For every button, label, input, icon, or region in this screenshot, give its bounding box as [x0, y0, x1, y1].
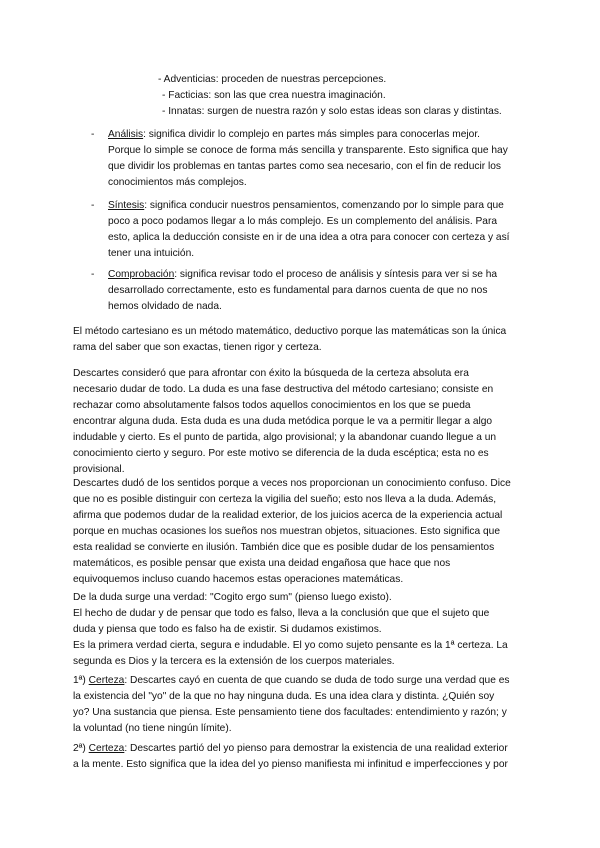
bullet-dash: -	[91, 200, 95, 211]
bullet-dash: -	[91, 269, 95, 280]
bullet-text: poco a poco podamos llegar a lo más complejo. Es un complemento del análisis. Para	[108, 216, 498, 227]
paragraph-line: que no es posible distinguir con certeza la vigilia del sueño; esto nos lleva a la duda. Además,	[73, 494, 497, 505]
paragraph-line: segunda es Dios y la tercera es la extensión de los cuerpos materiales.	[73, 656, 395, 667]
term-comprobacion: Comprobación	[108, 269, 175, 280]
bullet-text: desarrollado correctamente, esto es fundamental para darnos cuenta de que no nos	[108, 285, 488, 296]
paragraph-line: rama del saber que son exactas, tienen rigor y certeza.	[73, 342, 322, 353]
term-certeza: Certeza	[88, 675, 125, 686]
certeza-1-line	[73, 673, 509, 689]
paragraph-line: rechazar como absolutamente falsos todos aquellos conocimientos en los que se pueda	[73, 400, 471, 411]
certeza-prefix: 1ª)	[73, 675, 89, 686]
certeza-prefix: 2ª)	[73, 743, 89, 754]
sub-list-item: - Adventicias: proceden de nuestras percepciones.	[158, 74, 387, 85]
certeza-text: : Descartes cayó en cuenta de que cuando se duda de todo surge una verdad que es	[124, 675, 510, 686]
paragraph-line: conocimiento cierto y seguro. Por este motivo se diferencia de la duda escéptica; esta no es	[73, 448, 489, 459]
bullet-sintesis-line	[108, 198, 504, 214]
paragraph-line: provisional.	[73, 464, 125, 475]
paragraph-line: Es la primera verdad cierta, segura e indudable. El yo como sujeto pensante es la 1ª certeza. La	[73, 640, 508, 651]
paragraph-line: a la mente. Esto significa que la idea del yo pienso manifiesta mi infinitud e imperfecciones y por	[73, 759, 508, 770]
term-sintesis: Síntesis	[108, 200, 145, 211]
paragraph-line: El hecho de dudar y de pensar que todo es falso, lleva a la conclusión que que el sujeto que	[73, 608, 490, 619]
bullet-text: : significa conducir nuestros pensamientos, comenzando por lo simple para que	[144, 200, 504, 211]
bullet-text: que dividir los problemas en tantas partes como sea necesario, con el fin de reducir los	[108, 161, 501, 172]
bullet-text: : significa dividir lo complejo en partes más simples para conocerlas mejor.	[143, 129, 481, 140]
bullet-dash: -	[91, 129, 95, 140]
certeza-2-line	[73, 741, 508, 757]
paragraph-line: duda y piensa que todo es falso ha de existir. Si dudamos existimos.	[73, 624, 382, 635]
paragraph-line: necesario dudar de todo. La duda es una fase destructiva del método cartesiano; consiste en	[73, 384, 494, 395]
paragraph-line: El método cartesiano es un método matemático, deductivo porque las matemáticas son la única	[73, 326, 507, 337]
bullet-text: hemos olvidado de nada.	[108, 301, 222, 312]
sub-list-item: - Facticias: son las que crea nuestra imaginación.	[162, 90, 386, 101]
term-certeza: Certeza	[88, 743, 125, 754]
certeza-text: : Descartes partió del yo pienso para demostrar la existencia de una realidad exterior	[124, 743, 508, 754]
sub-list-item: - Innatas: surgen de nuestra razón y solo estas ideas son claras y distintas.	[162, 106, 502, 117]
paragraph-line: indudable y cierto. Es el punto de partida, algo provisional; y la abandonar cuando llegue a un	[73, 432, 497, 443]
paragraph-line: Descartes dudó de los sentidos porque a veces nos proporcionan un conocimiento confuso. Dice	[73, 478, 511, 489]
bullet-text: Porque lo simple se conoce de forma más sencilla y transparente. Esto significa que hay	[108, 145, 508, 156]
paragraph-line: porque en muchas ocasiones los sueños nos muestran objetos, situaciones. Esto significa que	[73, 526, 500, 537]
term-analisis: Análisis	[108, 129, 144, 140]
bullet-analisis-line	[108, 127, 480, 143]
paragraph-line: la voluntad (no tiene ningún límite).	[73, 723, 232, 734]
bullet-comprobacion-line	[108, 267, 497, 283]
paragraph-line: encontrar alguna duda. Esta duda es una duda metódica porque le va a permitir llegar a algo	[73, 416, 493, 427]
paragraph-line: De la duda surge una verdad: "Cogito ergo sum" (pienso luego existo).	[73, 592, 392, 603]
paragraph-line: esta realidad se convierte en ilusión. También dice que es posible dudar de los pensamientos	[73, 542, 495, 553]
bullet-text: conocimientos más complejos.	[108, 177, 247, 188]
paragraph-line: Descartes consideró que para afrontar con éxito la búsqueda de la certeza absoluta era	[73, 368, 469, 379]
paragraph-line: la existencia del "yo" de la que no hay ninguna duda. Es una idea clara y distinta. ¿Quién soy	[73, 691, 495, 702]
paragraph-line: afirma que podemos dudar de la realidad exterior, de los juicios acerca de la experiencia actual	[73, 510, 503, 521]
paragraph-line: yo? Una sustancia que piensa. Este pensamiento tiene dos facultades: entendimiento y razón; y	[73, 707, 507, 718]
paragraph-line: equivoquemos incluso cuando hacemos estas operaciones matemáticas.	[73, 574, 404, 585]
paragraph-line: matemáticos, es posible pensar que exista una deidad engañosa que hace que nos	[73, 558, 451, 569]
bullet-text: : significa revisar todo el proceso de análisis y síntesis para ver si se ha	[174, 269, 498, 280]
bullet-text: tener una intuición.	[108, 248, 195, 259]
bullet-text: esto, aplica la deducción consiste en ir de una idea a otra para conocer con certeza y así	[108, 232, 510, 243]
